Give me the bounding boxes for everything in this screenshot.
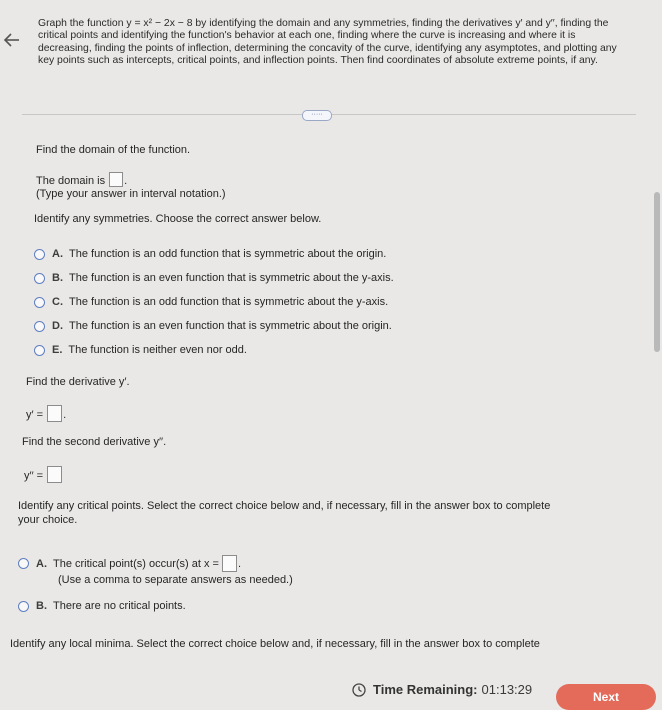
domain-answer-suffix: . bbox=[124, 175, 128, 187]
radio-button[interactable] bbox=[34, 249, 45, 260]
domain-answer-label: The domain is bbox=[36, 175, 106, 187]
choice-letter: A. bbox=[52, 248, 63, 260]
second-derivative-prompt: Find the second derivative y′′. bbox=[22, 436, 167, 448]
symmetry-choice-d[interactable] bbox=[34, 320, 392, 332]
choice-text: The function is an even function that is symmetric about the origin. bbox=[69, 320, 392, 332]
local-minima-prompt: Identify any local minima. Select the correct choice below and, if necessary, fill in the answer box to complete bbox=[10, 638, 540, 650]
symmetry-choice-b[interactable] bbox=[34, 272, 394, 284]
critical-choice-b[interactable] bbox=[18, 600, 186, 612]
radio-button[interactable] bbox=[34, 297, 45, 308]
choice-letter: C. bbox=[52, 296, 63, 308]
time-remaining bbox=[352, 682, 532, 697]
choice-text: The function is an odd function that is symmetric about the origin. bbox=[69, 248, 387, 260]
critical-points-prompt: Identify any critical points. Select the correct choice below and, if necessary, fill in the answer box to complete bbox=[18, 500, 551, 512]
question-text-block bbox=[38, 18, 618, 68]
back-arrow-icon[interactable] bbox=[2, 30, 22, 50]
choice-text: There are no critical points. bbox=[53, 600, 186, 612]
domain-answer-box[interactable] bbox=[109, 172, 123, 187]
critical-points-answer-box[interactable] bbox=[222, 555, 237, 572]
choice-text: The function is an odd function that is symmetric about the y-axis. bbox=[69, 296, 389, 308]
symmetry-prompt: Identify any symmetries. Choose the correct answer below. bbox=[34, 213, 322, 225]
choice-letter: B. bbox=[52, 272, 63, 284]
second-derivative-answer-box[interactable] bbox=[47, 466, 62, 483]
derivative-prompt: Find the derivative y′. bbox=[26, 376, 130, 388]
radio-button[interactable] bbox=[34, 273, 45, 284]
derivative-label: y′ = bbox=[26, 409, 44, 421]
radio-button[interactable] bbox=[34, 345, 45, 356]
choice-letter: D. bbox=[52, 320, 63, 332]
radio-button[interactable] bbox=[34, 321, 45, 332]
next-button[interactable]: Next bbox=[556, 684, 656, 710]
domain-answer-row bbox=[36, 172, 127, 187]
derivative-suffix: . bbox=[63, 409, 67, 421]
second-derivative-label: y′′ = bbox=[24, 470, 44, 482]
derivative-answer-box[interactable] bbox=[47, 405, 62, 422]
critical-points-prompt-cont: your choice. bbox=[18, 514, 78, 526]
domain-prompt: Find the domain of the function. bbox=[36, 144, 191, 156]
critical-choice-a[interactable] bbox=[18, 555, 241, 572]
choice-text: The critical point(s) occur(s) at x = bbox=[53, 557, 219, 570]
expand-button[interactable]: ····· bbox=[302, 110, 332, 121]
radio-button[interactable] bbox=[18, 601, 29, 612]
symmetry-choice-a[interactable] bbox=[34, 248, 386, 260]
symmetry-choice-c[interactable] bbox=[34, 296, 388, 308]
choice-text: The function is neither even nor odd. bbox=[68, 344, 247, 356]
question-text: Graph the function y = x² − 2x − 8 by identifying the domain and any symmetries, finding the derivatives y′ and y′′, finding the critical points and identifying the function's behavior at each one, finding where the curve is increasing and where it is decreasing, finding the points of inflection, determining the concavity of the curve, identifying any asymptotes, and plotting any key points such as intercepts, critical points, and inflection points. Then find coordinates of absolute extreme points, if any. bbox=[38, 18, 617, 67]
clock-icon bbox=[352, 683, 366, 697]
choice-letter: E. bbox=[52, 344, 63, 356]
domain-hint: (Type your answer in interval notation.) bbox=[36, 188, 226, 200]
choice-text: The function is an even function that is symmetric about the y-axis. bbox=[69, 272, 394, 284]
second-derivative-answer-row bbox=[24, 466, 63, 483]
radio-button[interactable] bbox=[18, 558, 29, 569]
symmetry-choice-e[interactable] bbox=[34, 344, 247, 356]
timer-label: Time Remaining: bbox=[373, 682, 478, 697]
choice-letter: A. bbox=[36, 557, 47, 570]
critical-choice-suffix: . bbox=[237, 557, 242, 570]
choice-letter: B. bbox=[36, 600, 47, 612]
derivative-answer-row bbox=[26, 405, 66, 422]
critical-choice-hint: (Use a comma to separate answers as needed.) bbox=[58, 574, 293, 586]
timer-value: 01:13:29 bbox=[481, 682, 533, 697]
scrollbar[interactable] bbox=[654, 192, 660, 352]
